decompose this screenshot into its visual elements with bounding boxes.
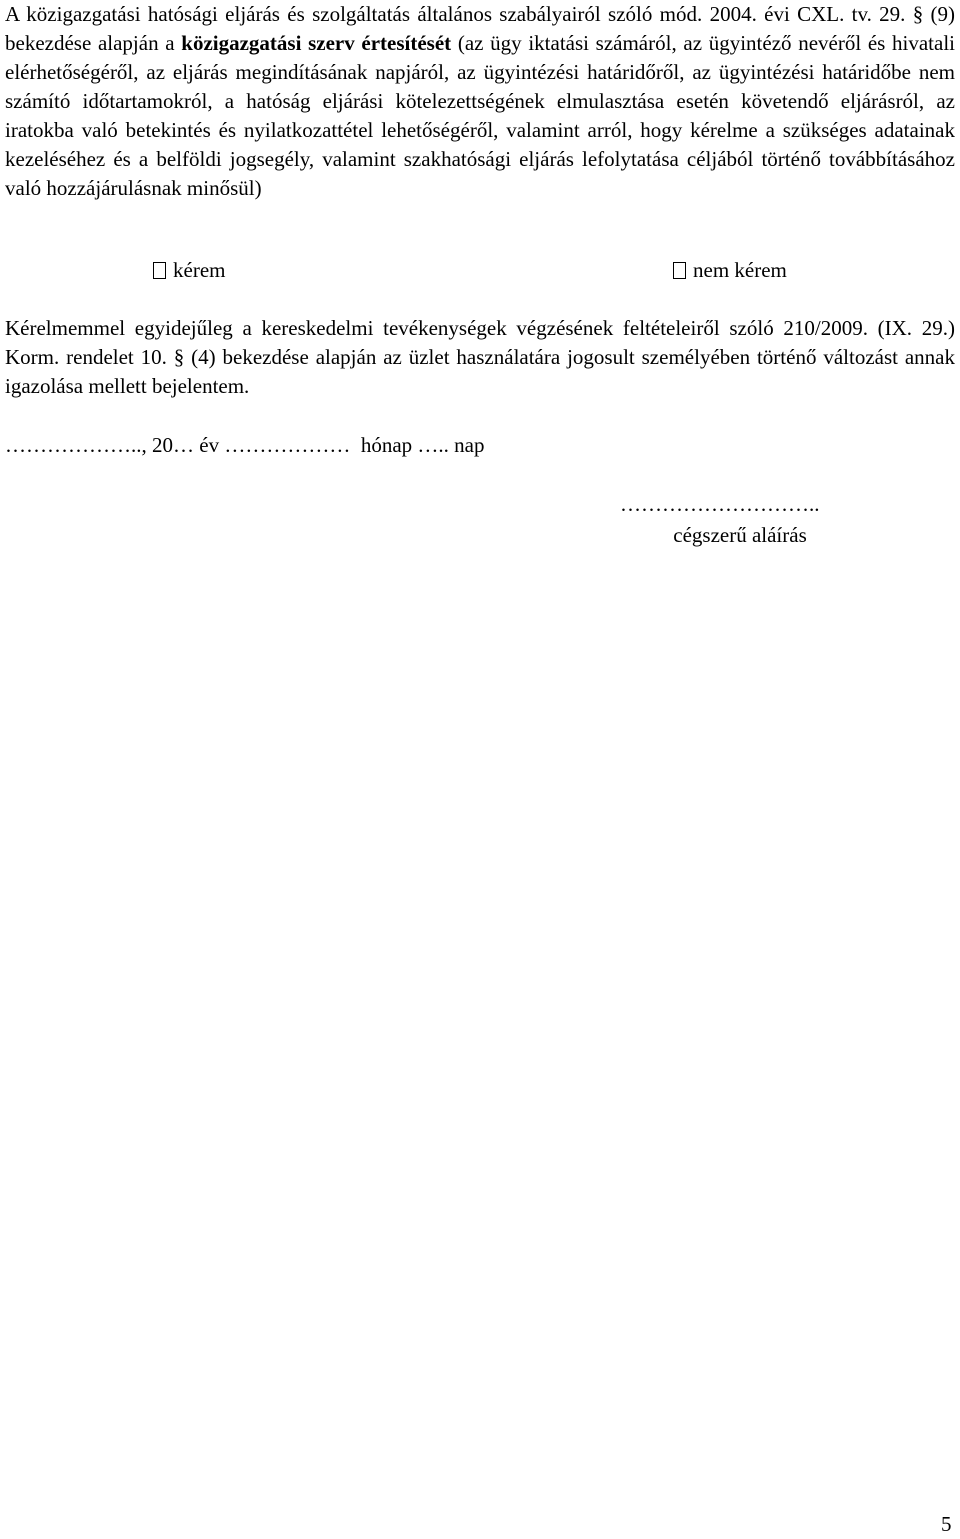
- request-paragraph: Kérelmemmel egyidejűleg a kereskedelmi tevékenységek végzésének feltételeiről szóló 210/2009. (IX. 29.) Korm. rendelet 10. § (4) bekezdése alapján az üzlet használatára jogosult személyében történő változást annak igazolása mellett bejelentem.: [5, 316, 955, 398]
- signature-caption: cégszerű aláírás: [673, 523, 807, 547]
- option-kerem[interactable]: [153, 256, 225, 285]
- option-nem-kerem[interactable]: [673, 256, 787, 285]
- intro-text-start: A közigazgatási hatósági eljárás és szolgáltatás általános szabályairól szóló mód. 2004. évi CXL. tv. 29. § (9) bekezdése alapján a: [5, 2, 955, 55]
- kerem-label: kérem: [173, 258, 226, 282]
- page-number: 5: [941, 1512, 952, 1536]
- intro-text-end: (az ügy iktatási számáról, az ügyintéző nevéről és hivatali elérhetőségéről, az eljárás megindításának napjáról, az ügyintézési határidőről, az ügyintézési határidőbe nem számító időtartamokról, a hatóság eljárási kötelezettségének elmulasztása esetén követendő eljárásról, az iratokba való betekintés és nyilatkozattétel lehetőségéről, valamint arról, hogy kérelme a szükséges adatainak kezeléséhez és a belföldi jogsegély, valamint szakhatósági eljárás lefolytatása céljából történő továbbításához való hozzájárulásnak minősül): [5, 31, 955, 200]
- nem-kerem-label: nem kérem: [693, 258, 787, 282]
- notification-options: [0, 256, 960, 286]
- date-line: ……………….., 20… év ……………… hónap ….. nap: [5, 433, 485, 457]
- nem-kerem-checkbox[interactable]: [673, 262, 686, 279]
- signature-line: ………………………..: [620, 492, 820, 516]
- intro-bold-text: közigazgatási szerv értesítését: [181, 31, 452, 55]
- kerem-checkbox[interactable]: [153, 262, 166, 279]
- signature-block: [600, 490, 880, 550]
- intro-paragraph: [5, 0, 955, 203]
